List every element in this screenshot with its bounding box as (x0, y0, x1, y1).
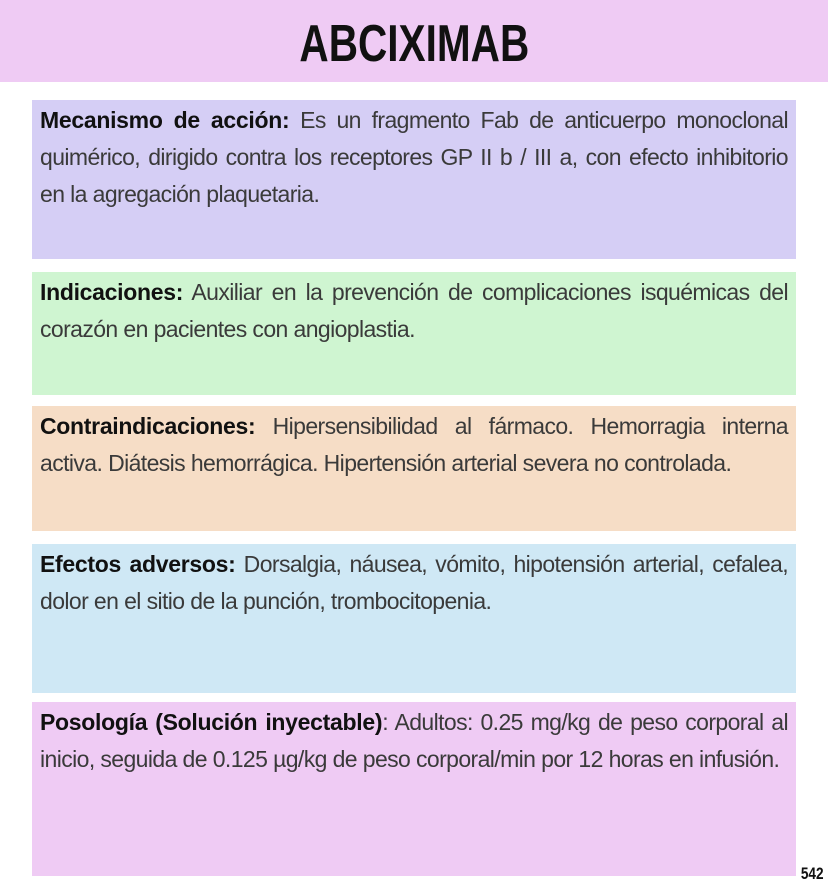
section-label: Posología (Solución inyectable) (40, 709, 383, 735)
section-label: Efectos adversos: (40, 551, 236, 577)
section-text: Hipersensibilidad al fármaco. Hemorragia interna activa. Diátesis hemorrágica. Hipertensión arterial severa no controlada. (40, 413, 788, 476)
section-text: Dorsalgia, náusea, vómito, hipotensión arterial, cefalea, dolor en el sitio de la punción, trombocitopenia. (40, 551, 788, 614)
section-label: Mecanismo de acción: (40, 107, 290, 133)
section-text: Es un fragmento Fab de anticuerpo monoclonal quimérico, dirigido contra los receptores GP II b / III a, con efecto inhibitorio en la agregación plaquetaria. (40, 107, 788, 207)
section-label: Contraindicaciones: (40, 413, 256, 439)
page-number: 542 (800, 864, 824, 883)
section-text: : Adultos: 0.25 mg/kg de peso corporal al inicio, seguida de 0.125 µg/kg de peso corporal/min por 12 horas en infusión. (40, 709, 788, 772)
section-contraindicaciones (32, 406, 796, 531)
section-indicaciones (32, 272, 796, 395)
section-label: Indicaciones: (40, 279, 184, 305)
section-efectos-adversos (32, 544, 796, 693)
drug-title: ABCIXIMAB (299, 15, 529, 73)
title-banner (0, 0, 828, 82)
section-posologia (32, 702, 796, 876)
section-mecanismo (32, 100, 796, 259)
section-text: Auxiliar en la prevención de complicaciones isquémicas del corazón en pacientes con angioplastia. (40, 279, 788, 342)
